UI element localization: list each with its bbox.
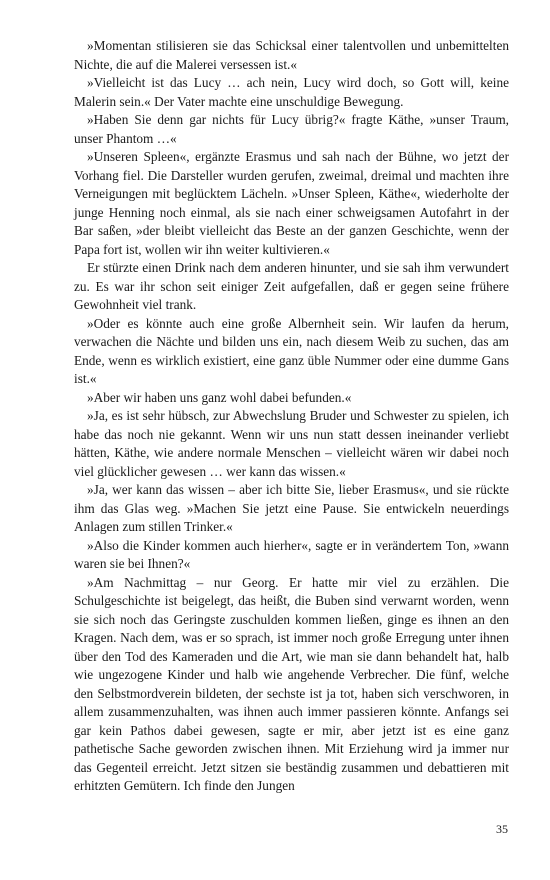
paragraph: »Ja, es ist sehr hübsch, zur Abwechslung Bruder und Schwester zu spielen, ich habe das noch nie gekannt. Wenn wir uns nun statt dessen ineinander verliebt hätten, Käthe, wie andere normale Menschen – vielleicht wären wir dabei noch viel glücklicher gewesen … wer kann das wissen.« bbox=[74, 408, 509, 479]
paragraph: »Ja, wer kann das wissen – aber ich bitte Sie, lieber Erasmus«, und sie rückte ihm das Glas weg. »Machen Sie jetzt eine Pause. Sie entwickeln neuerdings Anlagen zum stillen Trinker.« bbox=[74, 482, 509, 534]
paragraph: »Vielleicht ist das Lucy … ach nein, Lucy wird doch, so Gott will, keine Malerin sein.« Der Vater machte eine unschuldige Bewegung. bbox=[74, 75, 509, 109]
paragraph: »Oder es könnte auch eine große Albernheit sein. Wir laufen da herum, verwachen die Nächte und bilden uns ein, nach diesem Weib zu suchen, das am Ende, wenn es wirklich existiert, eine ganz üble Nummer oder eine dumme Gans ist.« bbox=[74, 315, 509, 386]
page-number: 35 bbox=[496, 822, 508, 836]
body-text bbox=[74, 37, 509, 796]
paragraph: Er stürzte einen Drink nach dem anderen hinunter, und sie sah ihm verwundert zu. Es war ihr schon seit einiger Zeit aufgefallen, daß er gegen seine frühere Gewohnheit viel trank. bbox=[74, 260, 509, 312]
paragraph: »Also die Kinder kommen auch hierher«, sagte er in verändertem Ton, »wann waren sie bei Ihnen?« bbox=[74, 537, 509, 571]
paragraph: »Aber wir haben uns ganz wohl dabei befunden.« bbox=[87, 389, 352, 405]
paragraph: »Haben Sie denn gar nichts für Lucy übrig?« fragte Käthe, »unser Traum, unser Phantom …« bbox=[74, 112, 509, 146]
paragraph: »Unseren Spleen«, ergänzte Erasmus und sah nach der Bühne, wo jetzt der Vorhang fiel. Die Darsteller wurden gerufen, zweimal, dreimal und machten ihre Verneigungen mit beglücktem Lächeln. »Unser Spleen, Käthe«, wiederholte der junge Henning noch einmal, als sie nach einer schweigsamen Autofahrt in der Bar saßen, »der bleibt vielleicht das Beste an der ganzen Geschichte, wenn der Papa fort ist, wollen wir ihn weiter kultivieren.« bbox=[74, 149, 509, 257]
paragraph: »Momentan stilisieren sie das Schicksal einer talentvollen und unbemittelten Nichte, die auf die Malerei versessen ist.« bbox=[74, 38, 509, 72]
paragraph: »Am Nachmittag – nur Georg. Er hatte mir viel zu erzählen. Die Schulgeschichte ist beigelegt, das heißt, die Buben sind verwarnt worden, wenn sie sich noch das Geringste zuschulden kommen ließen, ginge es ihnen an den Kragen. Nach dem, was er so sprach, ist immer noch große Erregung unter ihnen über den Tod des Kameraden und die Art, wie man sie dann behandelt hat, halb wie ungezogene Kinder und halb wie angehende Verbrecher. Die fünf, welche den Selbstmordverein bildeten, der sechste ist ja tot, haben sich verschworen, in allem zusammenzuhalten, was ihnen auch immer passieren könnte. Anfangs sei gar kein Pathos dabei gewesen, sagte er mir, aber jetzt ist es eine ganz pathetische Sache geworden zwischen ihnen. Mit Erziehung wird ja immer nur das Gegenteil erreicht. Jetzt sitzen sie beständig zusammen und debattieren mit erhitzten Gemütern. Ich finde den Jungen bbox=[74, 574, 509, 793]
